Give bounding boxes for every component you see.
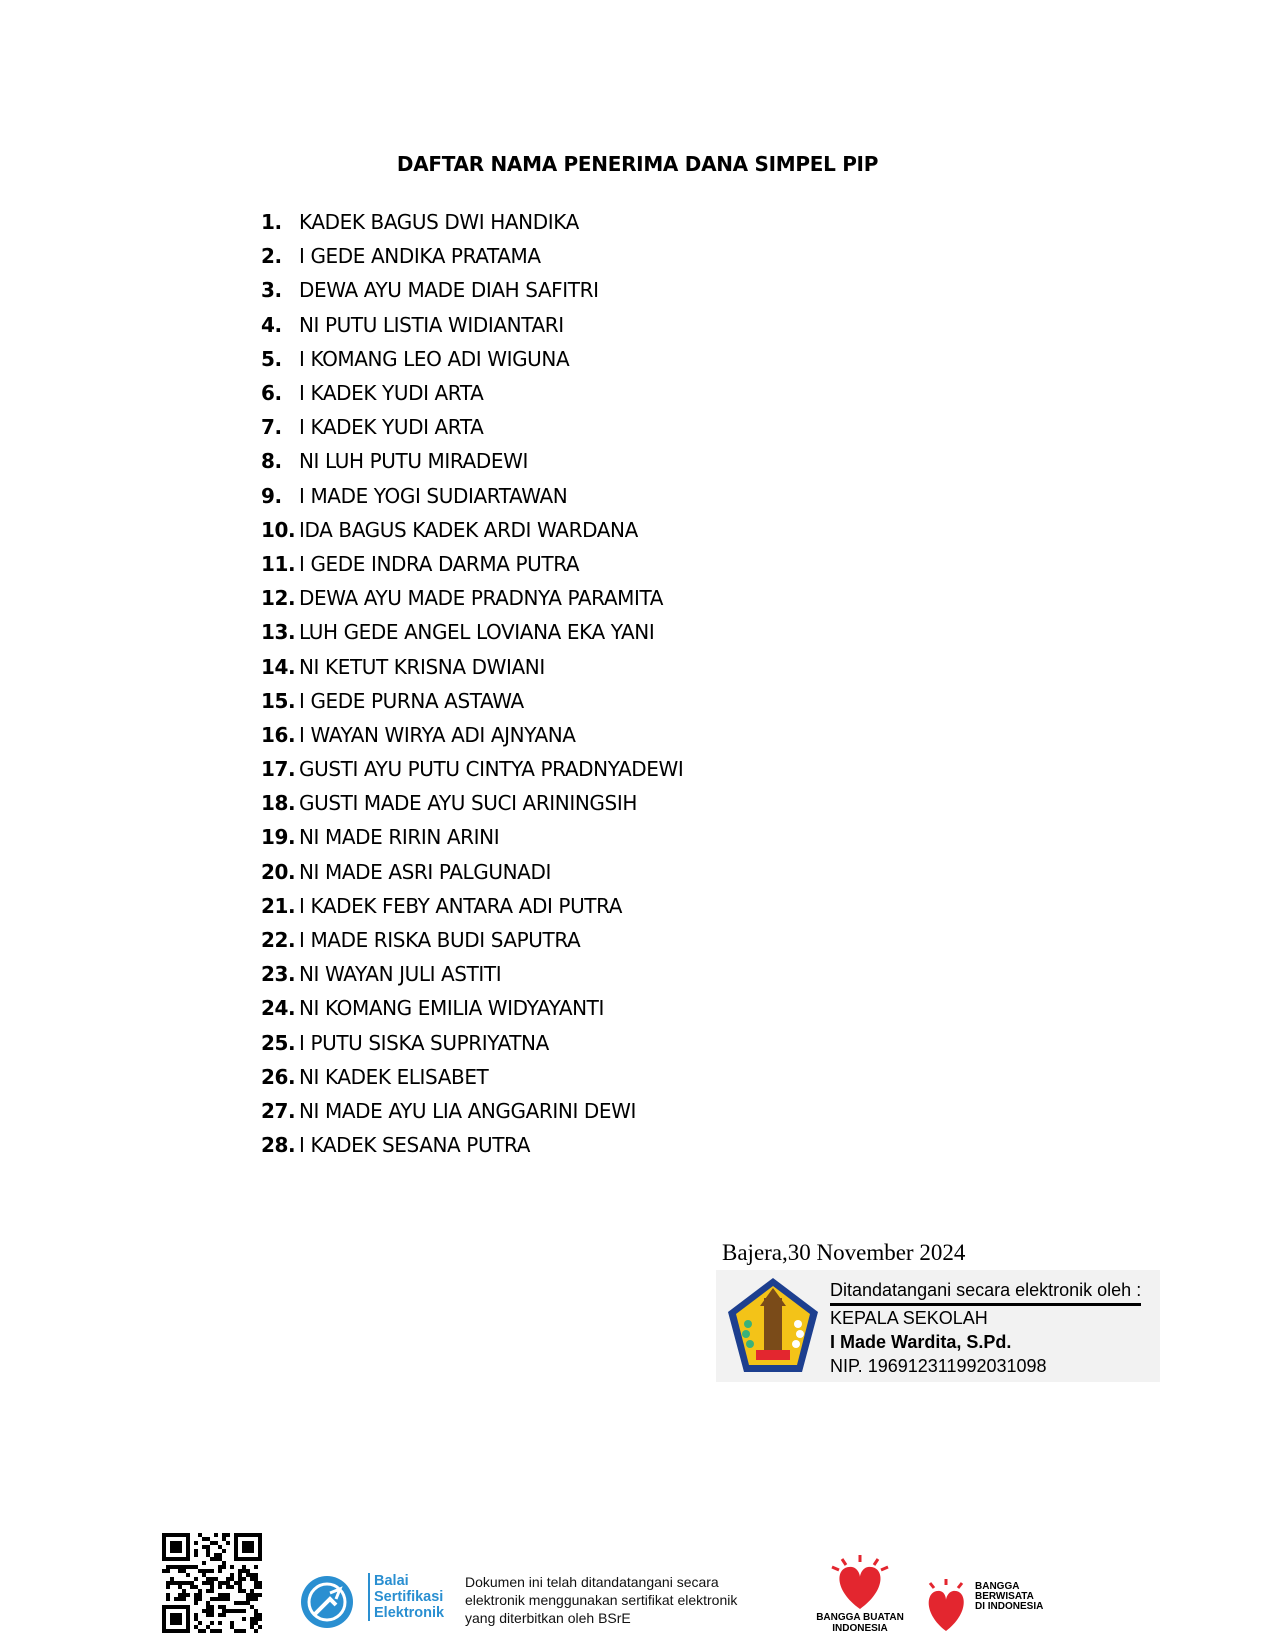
bsre-line: Sertifikasi (374, 1589, 444, 1605)
recipient-name: I KADEK FEBY ANTARA ADI PUTRA (299, 893, 623, 918)
list-item (261, 615, 683, 649)
signature-text (830, 1278, 1141, 1378)
logo-bbi-line: INDONESIA (832, 1623, 888, 1634)
bangga-buatan-indonesia-text (812, 1612, 908, 1634)
list-item (261, 239, 683, 273)
bsre-line: Elektronik (374, 1605, 445, 1621)
recipient-name: NI MADE AYU LIA ANGGARINI DEWI (299, 1098, 637, 1123)
bangga-berwisata-text (975, 1582, 1043, 1612)
item-number: 14. (261, 654, 296, 679)
item-number: 16. (261, 722, 296, 747)
document-title: DAFTAR NAMA PENERIMA DANA SIMPEL PIP (396, 152, 879, 176)
bsre-name (368, 1573, 444, 1621)
list-item (261, 820, 683, 854)
note-line: Dokumen ini telah ditandatangani secara (465, 1574, 719, 1590)
list-item (261, 581, 683, 615)
item-number: 28. (261, 1133, 296, 1158)
item-number: 22. (261, 928, 296, 953)
recipient-name: DEWA AYU MADE DIAH SAFITRI (299, 278, 599, 303)
signer-name: I Made Wardita, S.Pd. (830, 1332, 1012, 1352)
recipient-name: NI WAYAN JULI ASTITI (299, 962, 502, 987)
item-number: 21. (261, 893, 296, 918)
list-item (261, 513, 683, 547)
logo-bwi-line: BANGGA (975, 1581, 1020, 1592)
list-item (261, 718, 683, 752)
item-number: 26. (261, 1064, 296, 1089)
recipient-name: NI LUH PUTU MIRADEWI (299, 449, 528, 474)
list-item (261, 273, 683, 307)
item-number: 6. (261, 381, 282, 406)
place-date: Bajera,30 November 2024 (722, 1240, 966, 1265)
item-number: 18. (261, 791, 296, 816)
recipient-name: I GEDE PURNA ASTAWA (299, 688, 524, 713)
recipient-name: I MADE RISKA BUDI SAPUTRA (299, 928, 581, 953)
list-item (261, 205, 683, 239)
list-item (261, 547, 683, 581)
list-item (261, 923, 683, 957)
recipient-name: I KOMANG LEO ADI WIGUNA (299, 346, 570, 371)
item-number: 25. (261, 1030, 296, 1055)
item-number: 20. (261, 859, 296, 884)
item-number: 19. (261, 825, 296, 850)
recipient-name: IDA BAGUS KADEK ARDI WARDANA (299, 517, 638, 542)
bsre-note (465, 1573, 737, 1627)
item-number: 24. (261, 996, 296, 1021)
recipient-name: GUSTI MADE AYU SUCI ARININGSIH (299, 791, 637, 816)
note-line: yang diterbitkan oleh BSrE (465, 1610, 631, 1626)
item-number: 15. (261, 688, 296, 713)
logo-bwi-line: DI INDONESIA (975, 1601, 1044, 1612)
item-number: 2. (261, 244, 282, 269)
list-item (261, 479, 683, 513)
recipient-name: NI MADE ASRI PALGUNADI (299, 859, 551, 884)
item-number: 9. (261, 483, 282, 508)
logo-bbi-line: BANGGA BUATAN (816, 1612, 904, 1623)
recipient-name: DEWA AYU MADE PRADNYA PARAMITA (299, 586, 664, 611)
list-item (261, 1094, 683, 1128)
recipient-name: LUH GEDE ANGEL LOVIANA EKA YANI (299, 620, 655, 645)
item-number: 5. (261, 346, 282, 371)
list-item (261, 855, 683, 889)
list-item (261, 649, 683, 683)
item-number: 8. (261, 449, 282, 474)
list-item (261, 342, 683, 376)
qr-code-icon (162, 1533, 262, 1633)
recipient-name: NI PUTU LISTIA WIDIANTARI (299, 312, 564, 337)
note-line: elektronik menggunakan sertifikat elektronik (465, 1592, 738, 1608)
bsre-logo-icon (300, 1575, 354, 1629)
bsre-line: Balai (374, 1573, 409, 1589)
recipient-name: NI KADEK ELISABET (299, 1064, 489, 1089)
signer-position: KEPALA SEKOLAH (830, 1308, 988, 1328)
item-number: 7. (261, 415, 282, 440)
list-item (261, 1128, 683, 1162)
recipient-name: I KADEK YUDI ARTA (299, 415, 484, 440)
signed-by-label: Ditandatangani secara elektronik oleh : (830, 1278, 1141, 1306)
recipient-name: I GEDE ANDIKA PRATAMA (299, 244, 541, 269)
recipient-name: I KADEK SESANA PUTRA (299, 1133, 530, 1158)
item-number: 23. (261, 962, 296, 987)
recipient-name: KADEK BAGUS DWI HANDIKA (299, 210, 579, 235)
item-number: 1. (261, 210, 282, 235)
list-item (261, 957, 683, 991)
list-item (261, 1060, 683, 1094)
recipient-name: I PUTU SISKA SUPRIYATNA (299, 1030, 549, 1055)
item-number: 3. (261, 278, 282, 303)
item-number: 27. (261, 1098, 296, 1123)
recipient-name: NI KOMANG EMILIA WIDYAYANTI (299, 996, 605, 1021)
list-item (261, 786, 683, 820)
bali-province-emblem-icon (726, 1276, 820, 1376)
recipient-name: I WAYAN WIRYA ADI AJNYANA (299, 722, 576, 747)
item-number: 13. (261, 620, 296, 645)
recipient-list (261, 205, 683, 1162)
item-number: 11. (261, 551, 296, 576)
recipient-name: I GEDE INDRA DARMA PUTRA (299, 551, 580, 576)
item-number: 17. (261, 757, 296, 782)
list-item (261, 308, 683, 342)
logo-bwi-line: BERWISATA (975, 1591, 1034, 1602)
recipient-name: NI KETUT KRISNA DWIANI (299, 654, 545, 679)
recipient-name: GUSTI AYU PUTU CINTYA PRADNYADEWI (299, 757, 684, 782)
recipient-name: I MADE YOGI SUDIARTAWAN (299, 483, 568, 508)
list-item (261, 410, 683, 444)
list-item (261, 752, 683, 786)
list-item (261, 1026, 683, 1060)
list-item (261, 889, 683, 923)
item-number: 10. (261, 517, 296, 542)
recipient-name: NI MADE RIRIN ARINI (299, 825, 500, 850)
list-item (261, 684, 683, 718)
list-item (261, 991, 683, 1025)
item-number: 4. (261, 312, 282, 337)
electronic-signature-box (716, 1270, 1160, 1382)
list-item (261, 376, 683, 410)
recipient-name: I KADEK YUDI ARTA (299, 381, 484, 406)
list-item (261, 444, 683, 478)
item-number: 12. (261, 586, 296, 611)
signer-nip: NIP. 196912311992031098 (830, 1356, 1047, 1376)
